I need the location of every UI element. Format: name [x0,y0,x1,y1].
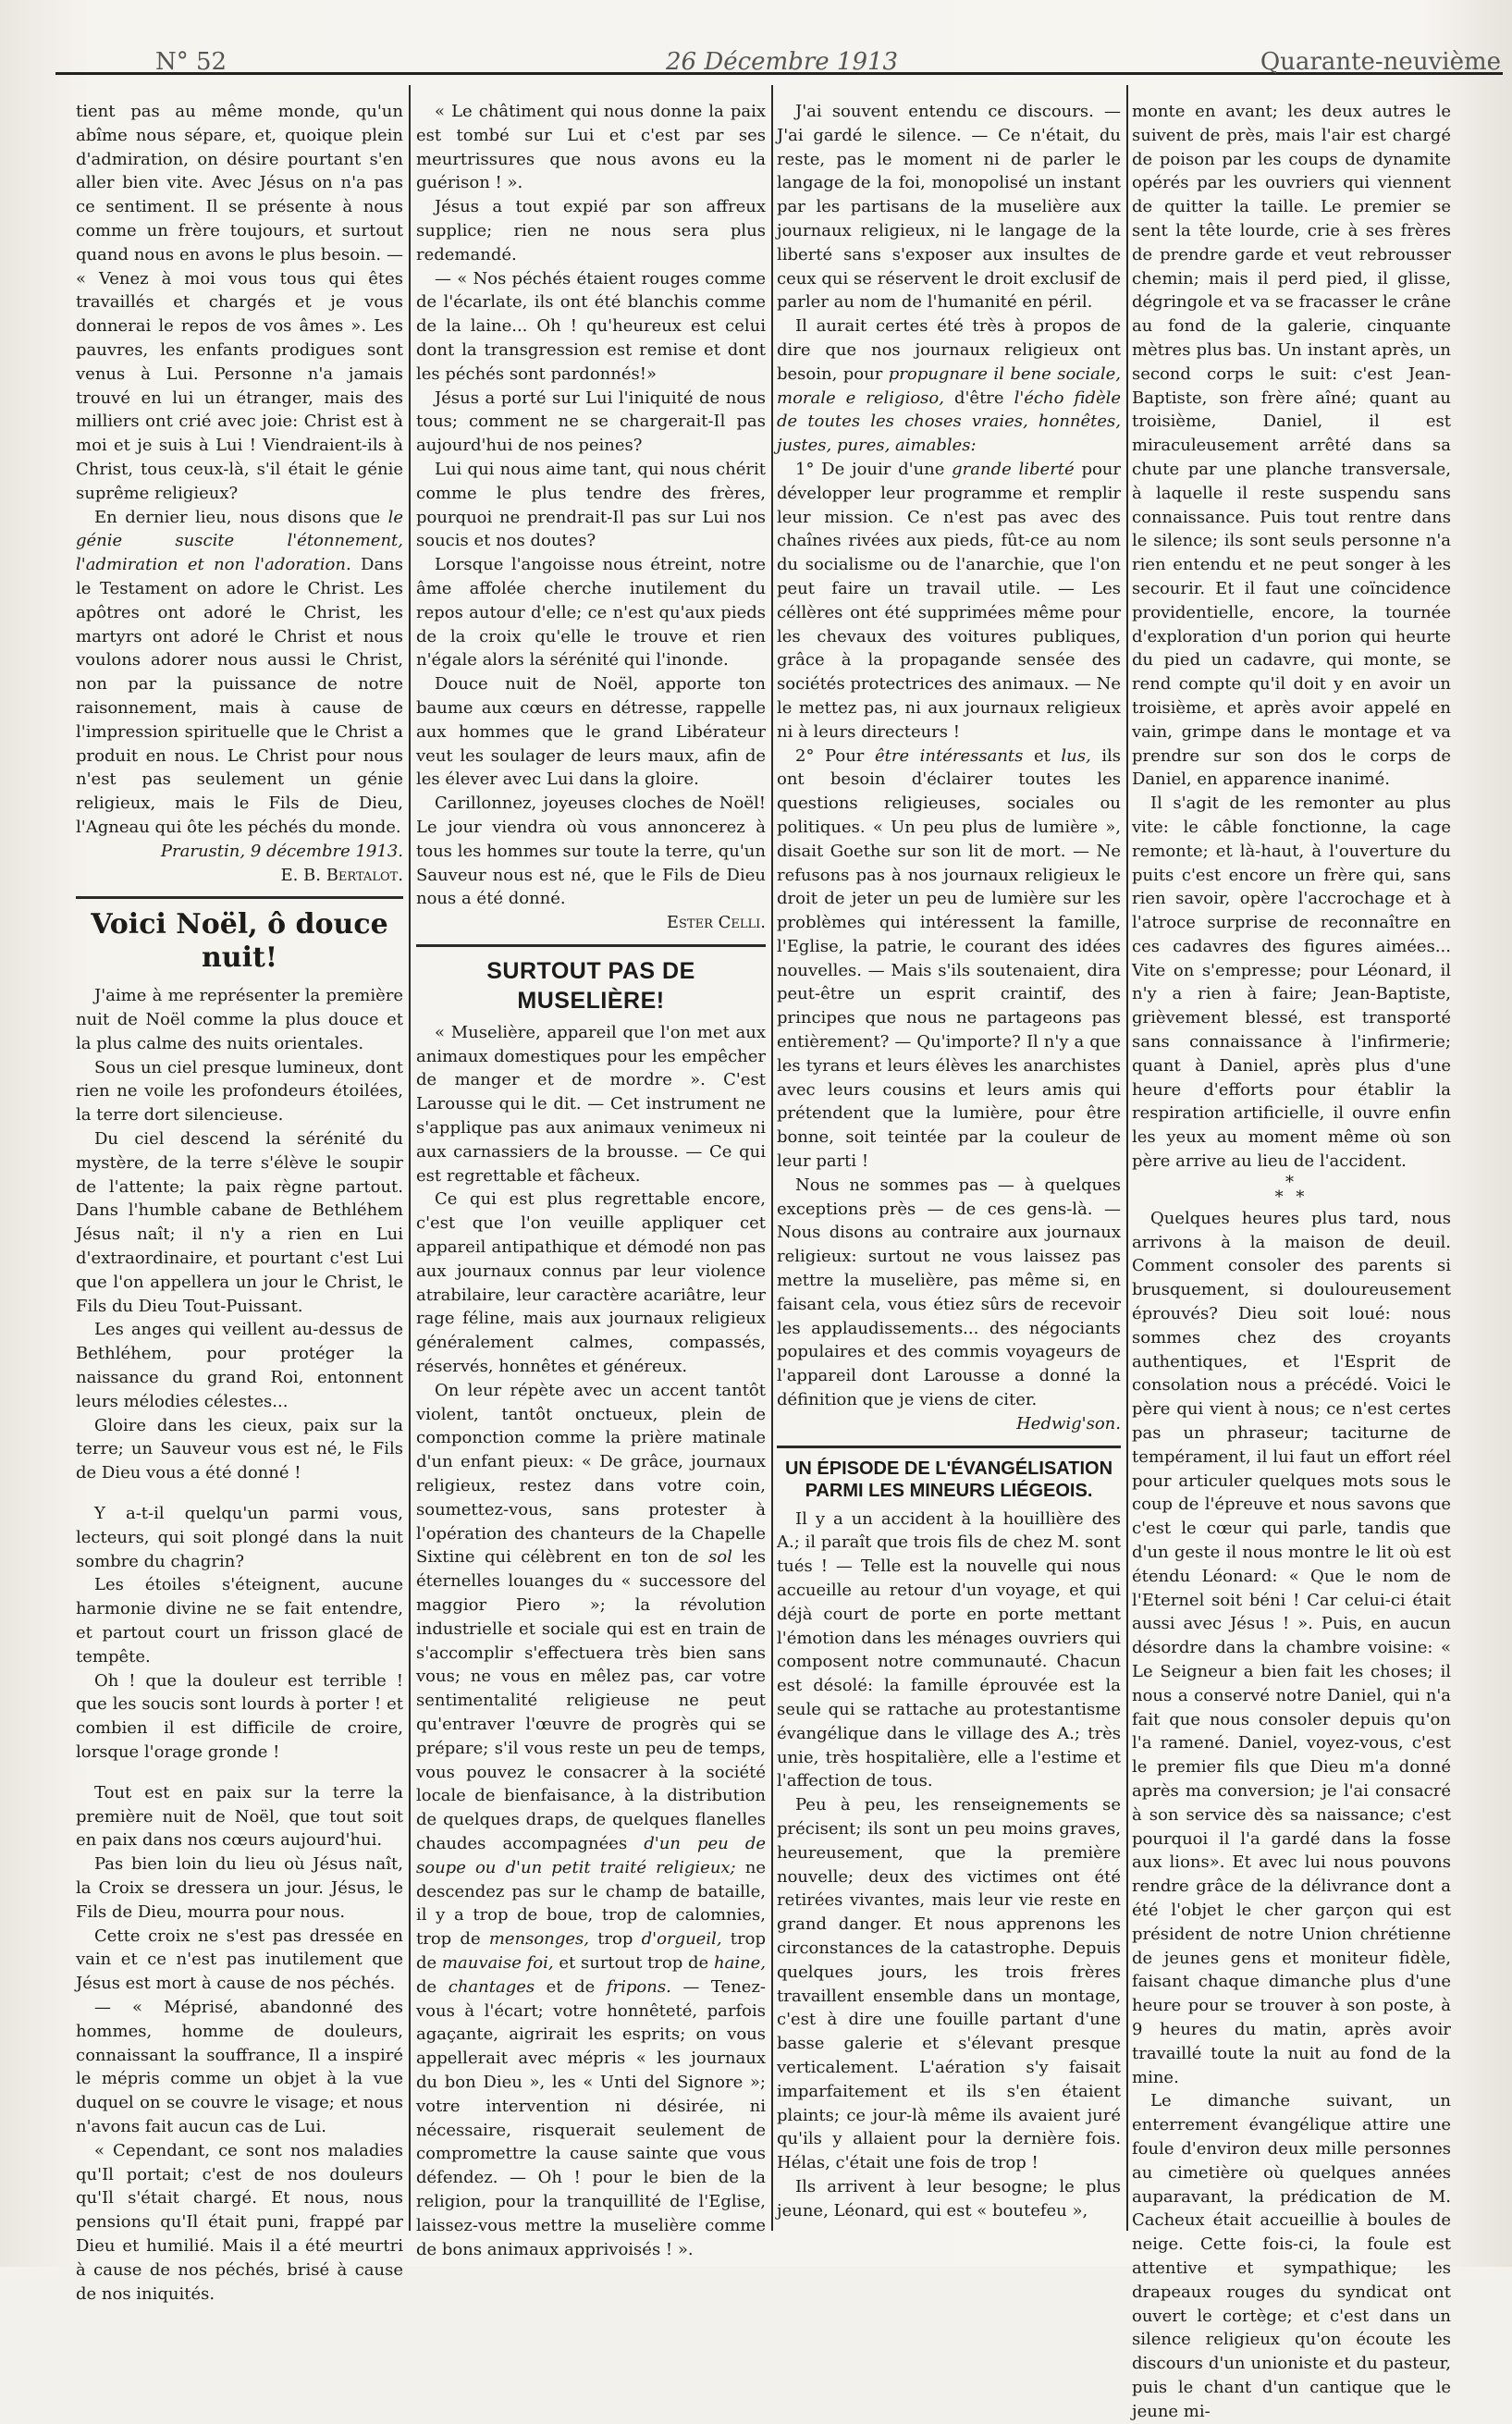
italic-run: d'orgueil, [641,1929,722,1950]
paragraph: Quelques heures plus tard, nous arrivons à la maison de deuil. Comment consoler des parents si brusquement, si douloureusement éprouvés? Dieu soit loué: nous sommes chez des croyants authentiques, et l'Esprit de consolation nous a précédé. Voici le père qui vient à nous; ce n'est certes pas un phraseur; taciturne de tempérament, il lui faut un effort réel pour articuler quelques mots sous le coup de l'épreuve et nous savons que c'est le cœur qui parle, tandis que d'un geste il nous montre le lit où est étendu Léonard: « Que le nom de l'Eternel soit béni ! Car celui-ci était aussi avec Jésus ! ». Puis, en aucun désordre dans la chambre voisine: « Le Seigneur a bien fait les choses; il nous a conservé notre Daniel, qui n'a fait que nous consoler depuis qu'on l'a ramené. Daniel, voyez-vous, c'est le premier fils que Dieu m'a donné après ma conversion; je l'ai consacré à son service dès sa naissance; c'est pourquoi il l'a gardé dans la fosse aux lions». Et avec lui nous pouvons rendre grâce de la délivrance dont a été l'objet le cher garçon qui est président de notre Union chrétienne de jeunes gens et moniteur fidèle, faisant chaque dimanche plus d'une heure pour se trouver à son poste, à 9 heures du matin, après avoir travaillé toute la nuit au fond de la mine. [1132,1208,1451,2087]
text-run: ne descendez pas sur le champ de bataille, il y a trop de boue, trop de calomnies, trop de [416,1857,766,1950]
italic-run: sol [708,1547,732,1568]
paragraph [416,1379,766,2261]
column-rule [409,85,411,2231]
paragraph: « Cependant, ce sont nos maladies qu'Il portait; c'est de nos douleurs qu'Il s'était chargé. Et nous, nous pensions qu'Il était puni, frappé par Dieu et humilié. Mais il a été meurtri à cause de nos péchés, brisé à cause de nos iniquités. [76,2140,403,2304]
article-title-line: PARMI LES MINEURS LIÉGEOIS. [805,1480,1093,1501]
text-run: trop [588,1929,642,1950]
column-4 [1132,100,1451,2421]
paragraph: J'aime à me représenter la première nuit de Noël comme la plus douce et la plus calme des nuits orientales. [76,986,403,1053]
italic-run: le génie suscite l'étonnement, l'admiration et non l'adoration. [76,507,403,575]
text-run: pour développer leur programme et remplir leur mission. Ce n'est pas avec des chaînes rivées aux pieds, fût-ce au nom du socialisme ou de l'anarchie, que l'on peut faire un travail utile. — Les céllères ont été supprimées même pour les chevaux des voitures publiques, grâce à la propagande sensée des sociétés protectrices des animaux. — Ne le mettez pas, ni aux journaux religieux ni à leurs directeurs ! [777,459,1121,742]
article-title [777,1458,1121,1502]
text-run: et de [535,1976,607,1997]
section-asterism: * * * [1274,1172,1309,1207]
paragraph: — « Méprisé, abandonné des hommes, homme de douleurs, connaissant la souffrance, Il a inspiré le mépris comme un objet à la vue duquel on se couvre le visage; et nous n'avons fait aucun cas de Lui. [76,1997,403,2136]
text-run: En dernier lieu, nous disons que [94,507,388,527]
text-run: — Tenez-vous à l'écart; votre honnêteté, parfois agaçante, aigrirait les esprits; on vous appellerait avec mépris « les journaux du bon Dieu », les « Unti del Signore »; votre intervention ni désirée, ni nécessaire, risquerait seulement de compromettre la cause sainte que vous défendez. — Oh ! pour le bien de la religion, pour la tranquillité de l'Eglise, laissez-vous mettre la muselière comme de bons animaux apprivoisés ! ». [416,1976,767,2259]
italic-run: mauvaise foi, [441,1952,554,1973]
paragraph: Il y a un accident à la houillière des A.; il paraît que trois fils de chez M. sont tués ! — Telle est la nouvelle qui nous accueille au retour d'un voyage, et qui déjà court de porte en porte mettant l'émotion dans les ménages ouvriers qui composent notre communauté. Chacun est désolé: la famille éprouvée est la seule qui se rattache au protestantisme évangélique dans le village des A.; très unie, très hospitalière, elle a l'estime et l'affection de tous. [777,1508,1121,1791]
italic-run: être intéressants [874,745,1024,766]
paragraph: Nous ne sommes pas — à quelques exceptions près — de ces gens-là. — Nous disons au contraire aux journaux religieux: surtout ne vous laissez pas mettre la muselière, pas même si, en faisant cela, vous étiez sûrs de recevoir les applaudissements... des négociants populaires et des commis voyageurs de l'appareil dont Larousse a donné la définition que je viens de citer. [777,1175,1121,1410]
author-signature: Ester Celli. [666,913,766,933]
article-title: SURTOUT PAS DE MUSELIÈRE! [486,957,695,1014]
column-rule [1126,85,1128,2231]
paragraph: Peu à peu, les renseignements se précisent; ils sont un peu moins graves, heureusement, que la première nouvelle; deux des victimes ont été retirées vivantes, mais leur vie reste en grand danger. Et nous apprenons les circonstances de la catastrophe. Depuis quelques jours, les trois frères travaillent ensemble dans un montage, c'est à dire une fouille partant d'une basse galerie et s'élevant presque verticalement. L'aération s'y faisait imparfaitement et ils s'en étaient plaints; ce jour-là même ils avaient juré qu'ils y allaient pour la dernière fois. Hélas, c'était une fois de trop ! [777,1795,1121,2173]
paragraph: Lorsque l'angoisse nous étreint, notre âme affolée cherche inutilement du repos autour d'elle; ce n'est qu'aux pieds de la croix qu'elle le trouve et rien n'égale alors la sérénité qui l'inonde. [416,555,766,671]
paragraph: Tout est en paix sur la terre la première nuit de Noël, que tout soit en paix dans nos cœurs aujourd'hui. [76,1782,403,1851]
article-divider [416,944,766,947]
text-run: 2° Pour [795,745,875,766]
paragraph: Du ciel descend la sérénité du mystère, de la terre s'élève le soupir de l'attente; la paix règne partout. Dans l'humble cabane de Bethléhem Jésus naît; il n'y a rien en Lui d'extraordinaire, et pourtant c'est Lui que l'on appellera un jour le Christ, le Fils du Dieu Tout-Puissant. [76,1129,403,1316]
text-run: et surtout trop de [553,1952,714,1973]
author-signature: E. B. Bertalot. [280,865,403,885]
article-divider [777,1446,1121,1448]
paragraph: Pas bien loin du lieu où Jésus naît, la Croix se dressera un jour. Jésus, le Fils de Dieu, mourra pour nous. [76,1854,403,1922]
italic-run: propugnare il bene sociale, morale e religioso, [777,363,1121,408]
volume-label: Quarante-neuvième [1260,48,1501,76]
paragraph: Le dimanche suivant, un enterrement évangélique attire une foule d'environ deux mille personnes au cimetière où quelques années auparavant, la prédication de M. Cacheux était accueillie à boules de neige. Cette fois-ci, la foule est attentive et sympathique; les drapeaux rouges du syndicat ont ouvert le cortège; et c'est dans un silence religieux qu'on écoute les discours d'un unioniste et du pasteur, puis le chant d'un cantique que le jeune mi- [1132,2091,1451,2421]
italic-run: chantages [448,1976,535,1997]
running-head [55,44,1503,75]
paragraph: — « Nos péchés étaient rouges comme de l'écarlate, ils ont été blanchis comme de la laine... Oh ! qu'heureux est celui dont la transgression est remise et dont les péchés sont pardonnés!» [416,268,766,384]
paragraph: Cette croix ne s'est pas dressée en vain et ce n'est pas inutilement que Jésus est mort à cause de nos péchés. [76,1926,403,1994]
paragraph: tient pas au même monde, qu'un abîme nous sépare, et, quoique plein d'admiration, on désire pourtant s'en aller bien vite. Avec Jésus on n'a pas ce sentiment. Il se présente à nous comme un frère toujours, et surtout quand nous en avons le plus besoin. — « Venez à moi vous tous qui êtes travaillés et chargés et je vous donnerai le repos de vos âmes ». Les pauvres, les enfants prodigues sont venus à Lui. Personne n'a jamais trouvé en lui un étranger, mais des milliers ont crié avec joie: Christ est à moi et je suis à Lui ! Viendraient-ils à Christ, tous ceux-là, s'il était le génie suprême religieux? [76,102,403,503]
paragraph: Il s'agit de les remonter au plus vite: le câble fonctionne, la cage remonte; et là-haut, à l'ouverture du puits c'est encore un frère qui, sans rien savoir, opère l'accrochage et à l'atroce surprise de reconnaître en ces cadavres des figures aimées... Vite on s'empresse; pour Léonard, il n'y a rien à faire; Jean-Baptiste, grièvement blessé, est transporté sans connaissance à l'infirmerie; quant à Daniel, après plus d'une heure d'efforts pour établir la respiration artificielle, il ouvre enfin les yeux au moment même où son père arrive au lieu de l'accident. [1132,794,1451,1172]
paragraph: Lui qui nous aime tant, qui nous chérit comme le plus tendre des frères, pourquoi ne prendrait-Il pas sur Lui nos soucis et nos doutes? [416,459,766,551]
paragraph: monte en avant; les deux autres le suivent de près, mais l'air est chargé de poison par les coups de dynamite opérés par les ouvriers qui viennent de quitter la taille. Le premier se sent la tête lourde, crie à ses frères de prendre garde et veut rebrousser chemin; mais il perd pied, il glisse, dégringole et va se fracasser le crâne au fond de la galerie, cinquante mètres plus bas. Un instant après, un second corps le suit: c'est Jean-Baptiste, son frère aîné; quant au troisième, Daniel, il est miraculeusement arrêté dans sa chute par une planche transversale, à laquelle il reste suspendu sans connaissance. Puis tout rentre dans le silence; ils sont seuls personne n'a rien entendu et ne peut songer à les secourir. Et il faut une coïncidence providentielle, encore, la tournée d'exploration d'un porion qui heurte du pied un cadavre, qui monte, se rend compte qu'il doit y en avoir un troisième, et après avoir appelé en vain, grimpe dans le montage et va prendre sur son dos le corps de Daniel, en apparence inanimé. [1132,102,1451,790]
italic-run: grande liberté [952,459,1075,479]
italic-run: l'écho fidèle de toutes les choses vraies, honnêtes, justes, pures, aimables: [777,388,1122,456]
paragraph: Carillonnez, joyeuses cloches de Noël! Le jour viendra où vous annoncerez à tous les hommes sur toute la terre, qu'un Sauveur nous est né, que le Fils de Dieu nous a été donné. [416,794,766,909]
column-3 [777,100,1121,2246]
text-run: de [416,1976,449,1997]
italic-run: lus, [1061,745,1091,766]
paragraph [76,506,403,840]
article-title: Voici Noël, ô douce nuit! [91,908,388,975]
article-divider [76,896,403,899]
paragraph: Ils arrivent à leur besogne; le plus jeune, Léonard, qui est « boutefeu », [777,2176,1121,2221]
paragraph [777,744,1121,1174]
italic-run: haine, [713,1952,767,1973]
paragraph: J'ai souvent entendu ce discours. — J'ai gardé le silence. — Ce n'était, du reste, pas le moment ni de parler le langage de la foi, monopolisé un instant par les partisans de la muselière aux journaux religieux, ni le langage de la liberté sans s'exposer aux insultes de ceux qui se réservent le droit exclusif de parler au nom de l'humanité en péril. [777,102,1121,313]
paragraph: Les anges qui veillent au-dessus de Bethléhem, pour protéger la naissance du grand Roi, entonnent leurs mélodies célestes... [76,1320,403,1411]
paragraph: Jésus a porté sur Lui l'iniquité de nous tous; comment ne se chargerait-Il pas aujourd'hui de nos peines? [416,388,766,456]
text-run: On leur répète avec un accent tantôt violent, tantôt onctueux, plein de componction comme la prière matinale d'un enfant pieux: « De grâce, journaux religieux, restez dans votre coin, soumettez-vous, sans protester à l'opération des chanteurs de la Chapelle Sixtine qui célèbrent en ton de [416,1380,766,1568]
section-gap [76,1765,403,1781]
paragraph: Ce qui est plus regrettable encore, c'est que l'on veuille appliquer cet appareil antipathique et démodé non pas aux journaux connus par leur violence atrabilaire, leur caractère acariâtre, leur rage féline, mais aux journaux religieux généralement calmes, compassés, réservés, honnêtes et généreux. [416,1189,766,1377]
column-2 [416,100,767,2259]
italic-run: fripons. [606,1976,671,1997]
column-1 [76,100,403,2304]
paragraph: Les étoiles s'éteignent, aucune harmonie divine ne se fait entendre, et partout court un frisson glacé de tempête. [76,1575,403,1667]
place-date: Prarustin, 9 décembre 1913. [160,841,403,861]
text-run: et [1023,745,1062,766]
text-run: trop de [416,1929,766,1973]
paragraph: Douce nuit de Noël, apporte ton baume aux cœurs en détresse, rappelle aux hommes que le grand Libérateur veut les soulager de leurs maux, afin de les élever avec Lui dans la gloire. [416,674,766,790]
paragraph: « Le châtiment qui nous donne la paix est tombé sur Lui et c'est par ses meurtrissures que nous avons eu la guérison ! ». [416,102,766,193]
text-run: Dans le Testament on adore le Christ. Les apôtres ont adoré le Christ, les martyrs ont adoré le Christ et nous voulons adorer nous aussi le Christ, non par la puissance de notre raisonnement, mais à cause de l'impression spirituelle que le Christ a produit en nous. Le Christ pour nous n'est pas seulement un génie religieux, mais le Fils de Dieu, l'Agneau qui ôte les péchés du monde. [76,555,403,837]
paragraph: Sous un ciel presque lumineux, dont rien ne voile les profondeurs étoilées, la terre dort silencieuse. [76,1057,403,1126]
section-gap [76,1485,403,1502]
issue-number: N° 52 [155,48,227,76]
paragraph: Gloire dans les cieux, paix sur la terre; un Sauveur vous est né, le Fils de Dieu vous a été donné ! [76,1415,403,1483]
paragraph [777,314,1121,458]
author-signature: Hedwig'son. [1016,1413,1121,1433]
paragraph: Y a-t-il quelqu'un parmi vous, lecteurs, qui soit plongé dans la nuit sombre du chagrin? [76,1504,403,1571]
paragraph: Jésus a tout expié par son affreux supplice; rien ne nous sera plus redemandé. [416,197,766,265]
issue-date: 26 Décembre 1913 [666,48,899,76]
paragraph: « Muselière, appareil que l'on met aux animaux domestiques pour les empêcher de manger et de mordre ». C'est Larousse qui le dit. — Cet instrument ne s'applique pas aux animaux venimeux ni aux carnassiers de la brousse. — Ce qui est regrettable et fâcheux. [416,1022,766,1186]
column-rule [771,85,773,2231]
text-run: d'être [943,388,1014,408]
paragraph [777,458,1121,744]
text-run: Il aurait certes été très à propos de dire que nos journaux religieux ont besoin, pour [777,316,1121,384]
paragraph: Oh ! que la douleur est terrible ! que les soucis sont lourds à porter ! et combien il est difficile de croire, lorsque l'orage gronde ! [76,1670,403,1762]
text-run: les éternelles louanges du « successore del maggior Piero »; la révolution industrielle et sociale qui est en train de s'accomplir s'effectuera très bien sans vous; ne vous en mêlez pas, car votre sentimentalité religieuse ne peut qu'entraver l'œuvre de progrès qui se prépare; s'il vous reste un peu de temps, vous pouvez le consacrer à la société locale de bienfaisance, à la distribution de quelques draps, de quelques flanelles chaudes accompagnées [416,1547,766,1853]
article-title-line: UN ÉPISODE DE L'ÉVANGÉLISATION [784,1458,1113,1479]
italic-run: d'un peu de soupe ou d'un petit traité religieux; [416,1833,766,1877]
italic-run: mensonges, [488,1929,589,1950]
text-run: 1° De jouir d'une [795,459,953,479]
text-run: ils ont besoin d'éclairer toutes les questions religieuses, sociales ou politiques. « Un peu plus de lumière », disait Goethe sur son lit de mort. — Ne refusons pas à nos journaux religieux le droit de jeter un peu de lumière sur les problèmes qui intéressent la famille, l'Eglise, la patrie, le courant des idées nouvelles. — Mais s'ils soutenaient, dira peut-être un esprit craintif, des principes que nous ne partageons pas entièrement? — Qu'importe? Il n'y a que les tyrans et leurs élèves les anarchistes avec leurs cousins et leurs amis qui prétendent que la lumière, pour être bonne, soit teintée par la couleur de leur parti ! [777,745,1121,1172]
